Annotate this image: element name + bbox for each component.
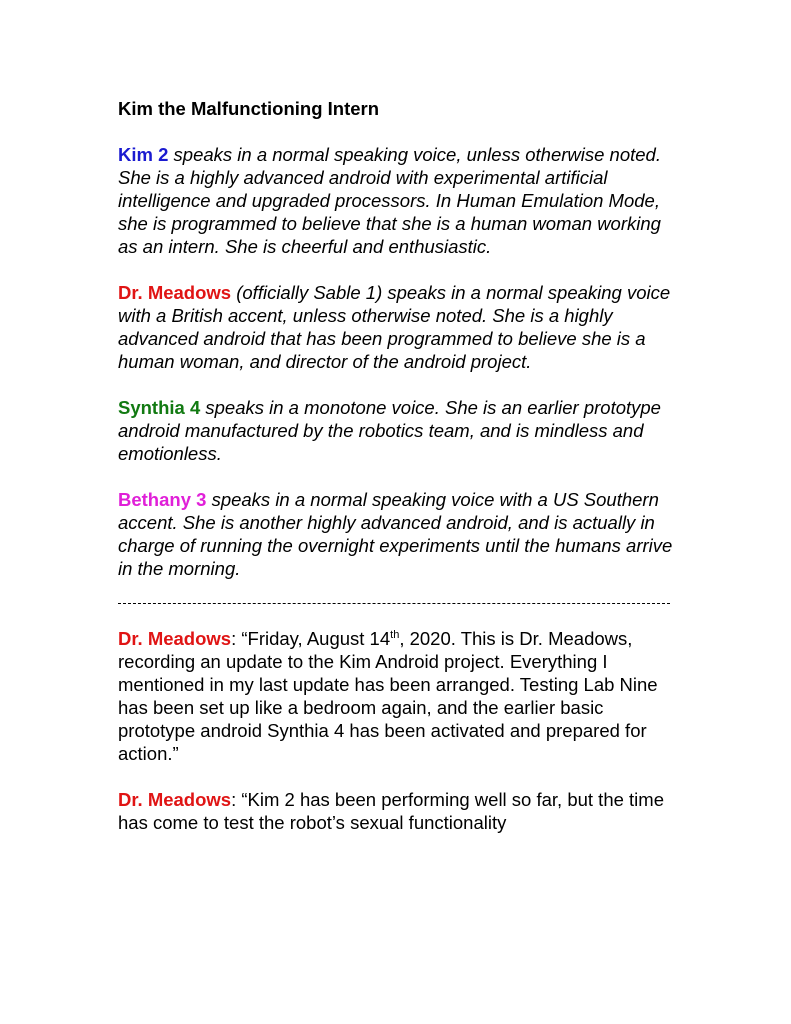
character-synthia [118,396,678,465]
character-kim [118,143,678,258]
speaker-name: Dr. Meadows [118,628,232,649]
dialogue-text: “Kim 2 has been performing well so far, but the time has come to test the robot’s sexual functionality [118,789,664,833]
dialogue-line [118,627,678,765]
document-title: Kim the Malfunctioning Intern [118,98,380,119]
character-name: Kim 2 [118,144,169,165]
character-meadows [118,281,678,373]
character-name: Synthia 4 [118,397,201,418]
character-name: Dr. Meadows [118,282,232,303]
speaker-colon: : [231,628,237,649]
character-description: speaks in a monotone voice. She is an earlier prototype android manufactured by the robotics team, and is mindless and emotionless. [118,397,661,464]
character-name: Bethany 3 [118,489,207,510]
speaker-colon: : [231,789,237,810]
dialogue-text: “Friday, August 14 [236,628,391,649]
ordinal-suffix: th [390,628,400,641]
section-divider [118,603,674,604]
dialogue-line [118,788,678,834]
character-description: speaks in a normal speaking voice, unless otherwise noted. She is a highly advanced android with experimental artificial intelligence and upgraded processors. In Human Emulation Mode, she is programmed to believe that she is a human woman working as an intern. She is cheerful and enthusiastic. [118,144,661,257]
document-page [118,97,678,857]
character-bethany [118,488,678,580]
dashed-rule [118,603,670,604]
speaker-name: Dr. Meadows [118,789,232,810]
character-description: (officially Sable 1) speaks in a normal speaking voice with a British accent, unless otherwise noted. She is a highly advanced android that has been programmed to believe she is a human woman, and director of the android project. [118,282,671,372]
character-description: speaks in a normal speaking voice with a US Southern accent. She is another highly advanced android, and is actually in charge of running the overnight experiments until the humans arrive in the morning. [118,489,673,579]
dialogue-text: , 2020. This is Dr. Meadows, recording an update to the Kim Android project. Everything I mentioned in my last update has been arranged. Testing Lab Nine has been set up like a bedroom again, and the earlier basic prototype android Synthia 4 has been activated and prepared for action.” [118,628,658,764]
